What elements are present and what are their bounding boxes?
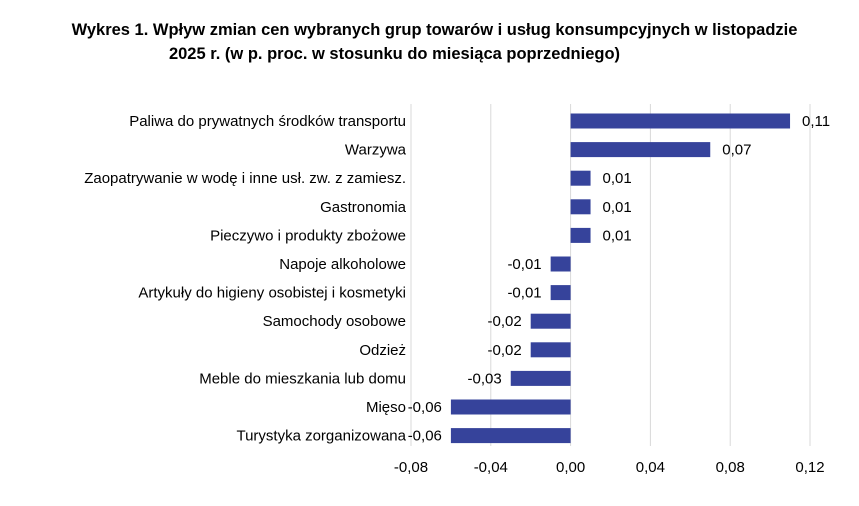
category-label: Odzież [359,341,406,359]
x-tick-label: -0,08 [393,459,429,476]
category-label: Meble do mieszkania lub domu [199,370,406,388]
category-label: Artykuły do higieny osobistej i kosmetyki [138,284,406,302]
data-label: -0,06 [407,399,442,416]
data-label: -0,06 [407,427,442,445]
bar [571,199,591,214]
bar [551,285,571,300]
bar [451,400,571,415]
data-label: -0,02 [487,313,522,331]
x-tick-label: -0,04 [473,459,508,476]
bar [571,228,591,243]
category-label: Warzywa [344,141,406,159]
data-label: 0,01 [602,227,632,245]
bar [571,171,591,186]
data-label: -0,01 [507,284,542,302]
data-label: 0,07 [722,141,752,159]
data-label: -0,01 [507,256,542,273]
chart-title-line-1: Wykres 1. Wpływ zmian cen wybranych grup towarów i usług konsumpcyjnych w listopadzie [71,21,798,39]
bar [551,257,571,272]
category-label: Pieczywo i produkty zbożowe [210,227,406,245]
data-label: 0,01 [602,170,632,188]
bar [531,314,571,329]
category-label: Napoje alkoholowe [279,256,406,273]
data-label: -0,02 [487,341,522,359]
x-tick-label: 0,12 [795,459,825,476]
category-label: Gastronomia [320,198,406,216]
data-label: 0,01 [602,198,632,216]
bar [571,142,711,157]
category-label: Mięso [365,399,406,416]
bar [571,114,790,129]
bar [451,428,571,443]
category-label: Turystyka zorganizowana [236,427,406,445]
bar [511,371,571,386]
bar [531,342,571,357]
category-label: Zaopatrywanie w wodę i inne usł. zw. z zamiesz. [84,170,406,188]
x-tick-label: 0,08 [715,459,745,476]
x-tick-label: 0,04 [635,459,666,476]
category-label: Samochody osobowe [262,313,406,331]
x-tick-label: 0,00 [555,459,586,476]
data-label: -0,03 [467,370,502,388]
data-label: 0,11 [802,113,831,130]
chart-title-line-2: 2025 r. (w p. proc. w stosunku do miesiąca poprzedniego) [168,45,621,63]
category-label: Paliwa do prywatnych środków transportu [129,113,406,130]
